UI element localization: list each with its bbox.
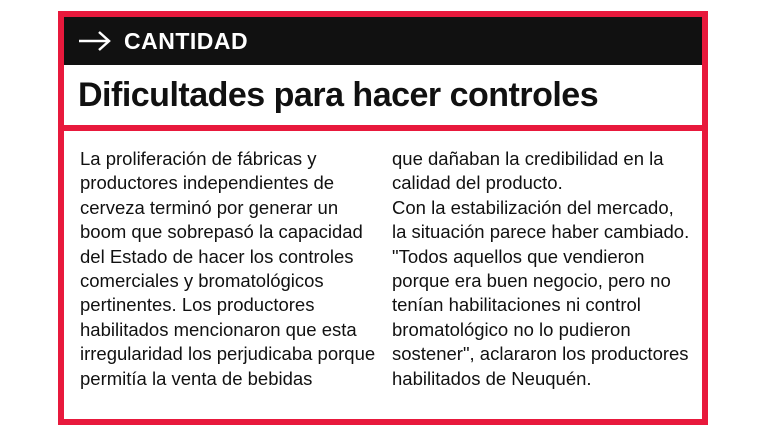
body-text [80, 147, 690, 411]
headline-area [64, 65, 702, 131]
paragraph: Con la estabilización del mercado, la situación parece haber cambiado. [392, 196, 690, 243]
headline: Dificultades para hacer controles [78, 75, 599, 114]
section-tag: CANTIDAD [124, 27, 249, 54]
left-column [80, 147, 378, 411]
paragraph: "Todos aquellos que vendieron porque era buen negocio, pero no tenían habilitaciones ni control bromatológico no lo pudieron sostener", aclararon los productores habilitados de Neuquén. [392, 245, 689, 389]
section-tag-bar [64, 17, 702, 65]
arrow-right-icon [78, 30, 112, 52]
right-column [392, 147, 690, 411]
paragraph: La proliferación de fábricas y productores independientes de cerveza terminó por generar un boom que sobrepasó la capacidad del Estado de hacer los controles comerciales y bromatológicos pertinentes. Los productores habilitados mencionaron que esta irregularidad los perjudicaba porque permitía la venta de bebidas [80, 148, 376, 389]
paragraph: que dañaban la credibilidad en la calidad del producto. [392, 148, 664, 194]
info-box [58, 11, 708, 425]
